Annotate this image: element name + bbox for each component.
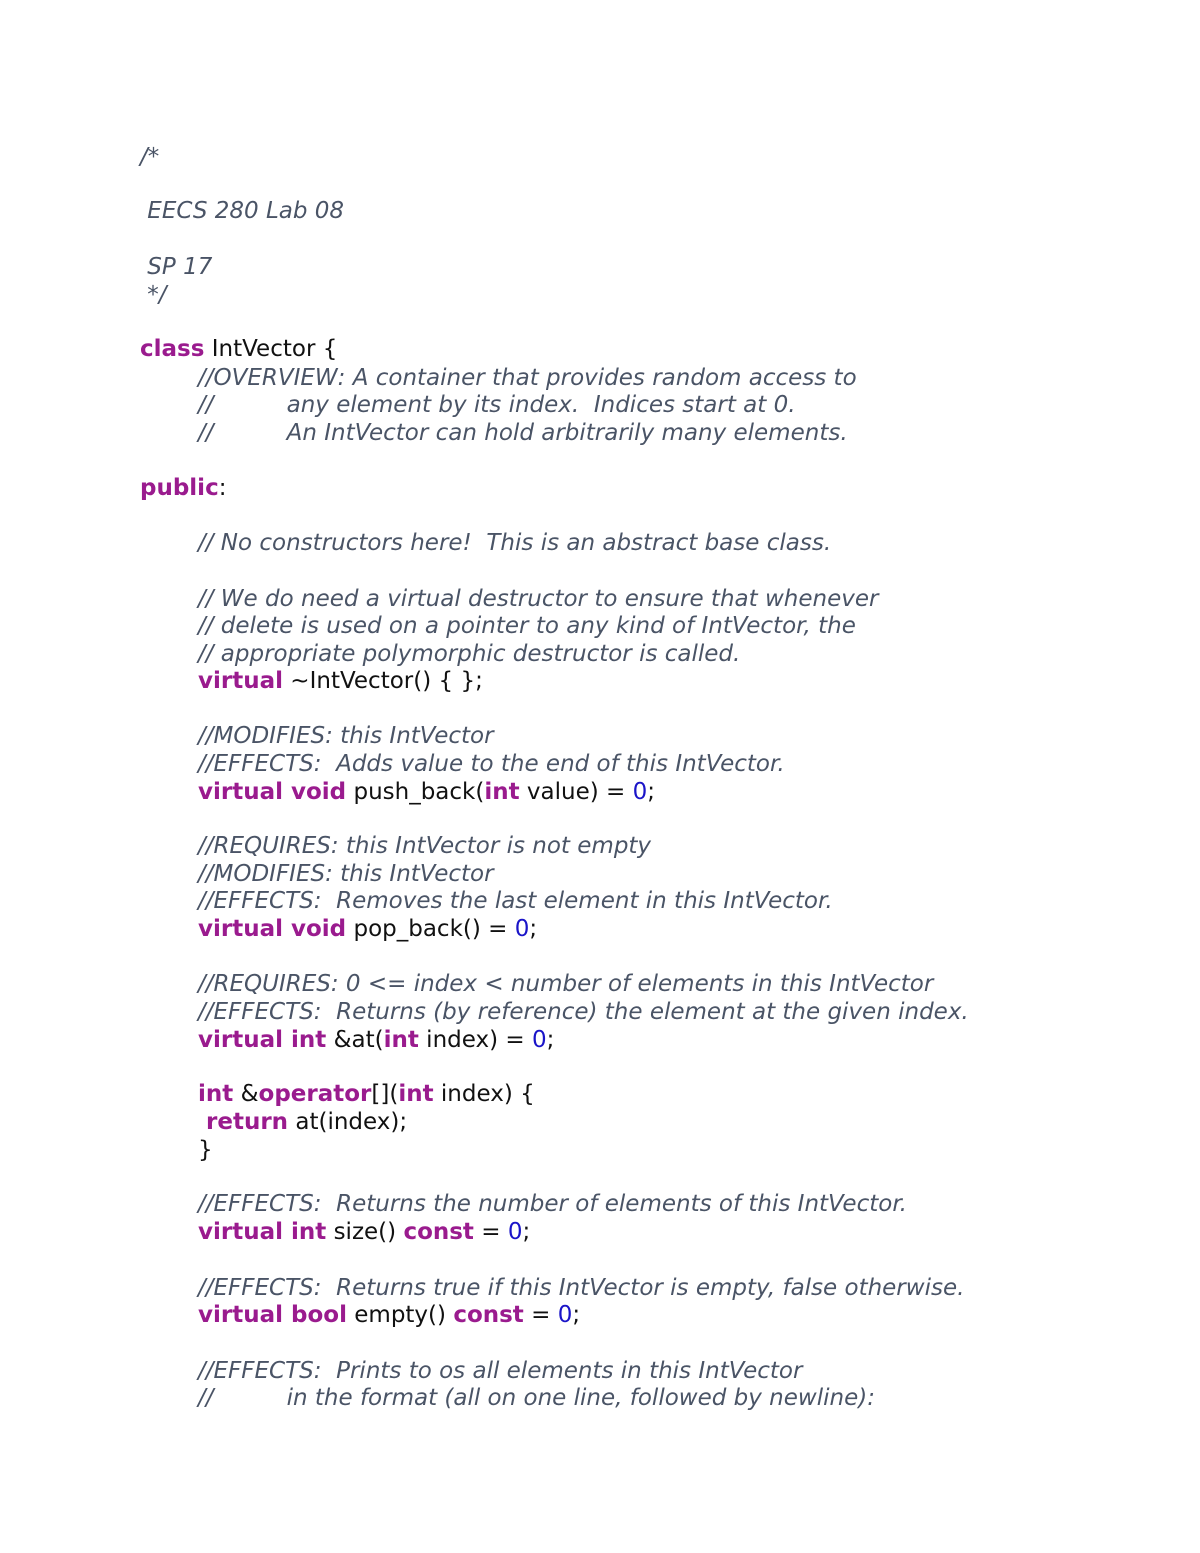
code-comment: */	[140, 282, 167, 308]
code-comment: //REQUIRES: 0 <= index < number of elements in this IntVector	[198, 971, 934, 997]
code-line	[198, 1218, 530, 1246]
code-keyword: virtual int	[198, 1219, 327, 1245]
code-line	[140, 253, 212, 281]
code-text: [](	[371, 1081, 399, 1107]
code-comment: //EFFECTS: Prints to os all elements in this IntVector	[198, 1358, 803, 1384]
code-comment: /*	[140, 144, 160, 170]
code-line	[198, 585, 878, 613]
code-comment: //EFFECTS: Adds value to the end of this IntVector.	[198, 751, 785, 777]
code-text: ;	[647, 779, 656, 805]
code-number: 0	[507, 1219, 523, 1245]
code-line	[198, 1108, 407, 1136]
code-line	[198, 419, 848, 447]
code-keyword: const	[453, 1302, 524, 1328]
code-comment: // appropriate polymorphic destructor is called.	[198, 641, 741, 667]
code-text: &at(	[326, 1027, 384, 1053]
code-keyword: int	[484, 779, 520, 805]
code-comment: // delete is used on a pointer to any kind of IntVector, the	[198, 613, 856, 639]
code-keyword: public	[140, 475, 219, 501]
code-text: ;	[546, 1027, 555, 1053]
code-text: size()	[326, 1219, 404, 1245]
code-line	[198, 1301, 580, 1329]
code-line	[140, 281, 167, 309]
code-number: 0	[514, 916, 530, 942]
code-comment: // in the format (all on one line, followed by newline):	[198, 1385, 875, 1411]
code-comment: SP 17	[140, 254, 213, 280]
code-comment: //EFFECTS: Removes the last element in this IntVector.	[198, 888, 833, 914]
code-number: 0	[531, 1027, 547, 1053]
code-keyword: virtual void	[198, 916, 347, 942]
code-comment: //EFFECTS: Returns the number of elements of this IntVector.	[198, 1191, 907, 1217]
code-text: ~IntVector() { };	[283, 668, 483, 694]
code-line	[198, 722, 494, 750]
code-keyword: int	[383, 1027, 419, 1053]
code-line	[198, 1357, 802, 1385]
code-text: ;	[529, 916, 538, 942]
code-text: &	[233, 1081, 259, 1107]
code-line	[198, 915, 537, 943]
code-text: :	[218, 475, 227, 501]
code-line	[198, 832, 651, 860]
code-line	[140, 335, 337, 363]
code-keyword: virtual void	[198, 779, 347, 805]
code-keyword: const	[403, 1219, 474, 1245]
code-comment: //REQUIRES: this IntVector is not empty	[198, 833, 652, 859]
code-comment: //EFFECTS: Returns (by reference) the element at the given index.	[198, 999, 969, 1025]
code-keyword: return	[198, 1109, 289, 1135]
code-keyword: virtual int	[198, 1027, 327, 1053]
code-comment: //MODIFIES: this IntVector	[198, 861, 494, 887]
code-line	[198, 1190, 907, 1218]
code-keyword: class	[140, 336, 205, 362]
code-comment: // No constructors here! This is an abstract base class.	[198, 530, 832, 556]
code-keyword: virtual	[198, 668, 283, 694]
code-keyword: virtual bool	[198, 1302, 347, 1328]
code-text: ;	[572, 1302, 581, 1328]
code-text: pop_back() =	[346, 916, 515, 942]
code-comment: //MODIFIES: this IntVector	[198, 723, 494, 749]
code-comment: // We do need a virtual destructor to ensure that whenever	[198, 586, 879, 612]
code-line	[198, 1080, 535, 1108]
code-line	[198, 529, 831, 557]
code-comment: //EFFECTS: Returns true if this IntVector is empty, false otherwise.	[198, 1275, 965, 1301]
code-text: =	[523, 1302, 558, 1328]
code-line	[198, 778, 655, 806]
code-line	[198, 391, 796, 419]
code-keyword: operator	[258, 1081, 372, 1107]
code-line	[198, 887, 833, 915]
code-line	[198, 1026, 554, 1054]
code-line	[140, 143, 159, 171]
code-keyword: int	[198, 1081, 234, 1107]
code-line	[198, 364, 857, 392]
code-text: value) =	[519, 779, 633, 805]
code-number: 0	[557, 1302, 573, 1328]
code-comment: // An IntVector can hold arbitrarily many elements.	[198, 420, 848, 446]
code-text: index) =	[418, 1027, 532, 1053]
code-line	[198, 640, 740, 668]
code-line	[198, 1274, 964, 1302]
code-text: push_back(	[346, 779, 485, 805]
code-number: 0	[632, 779, 648, 805]
code-text: =	[473, 1219, 508, 1245]
code-line	[198, 667, 483, 695]
code-keyword: int	[398, 1081, 434, 1107]
code-line	[198, 970, 933, 998]
code-comment: //OVERVIEW: A container that provides random access to	[198, 365, 857, 391]
code-line	[198, 612, 856, 640]
code-text: ;	[522, 1219, 531, 1245]
code-comment: EECS 280 Lab 08	[140, 198, 345, 224]
code-line	[198, 998, 969, 1026]
code-text: empty()	[346, 1302, 454, 1328]
code-line	[198, 1384, 875, 1412]
code-line	[140, 474, 226, 502]
code-line	[140, 197, 344, 225]
code-text: }	[198, 1137, 213, 1163]
code-text: at(index);	[288, 1109, 408, 1135]
code-comment: // any element by its index. Indices start at 0.	[198, 392, 796, 418]
code-text: IntVector {	[204, 336, 338, 362]
code-line	[198, 750, 785, 778]
code-line	[198, 1136, 213, 1164]
code-line	[198, 860, 494, 888]
code-text: index) {	[433, 1081, 535, 1107]
